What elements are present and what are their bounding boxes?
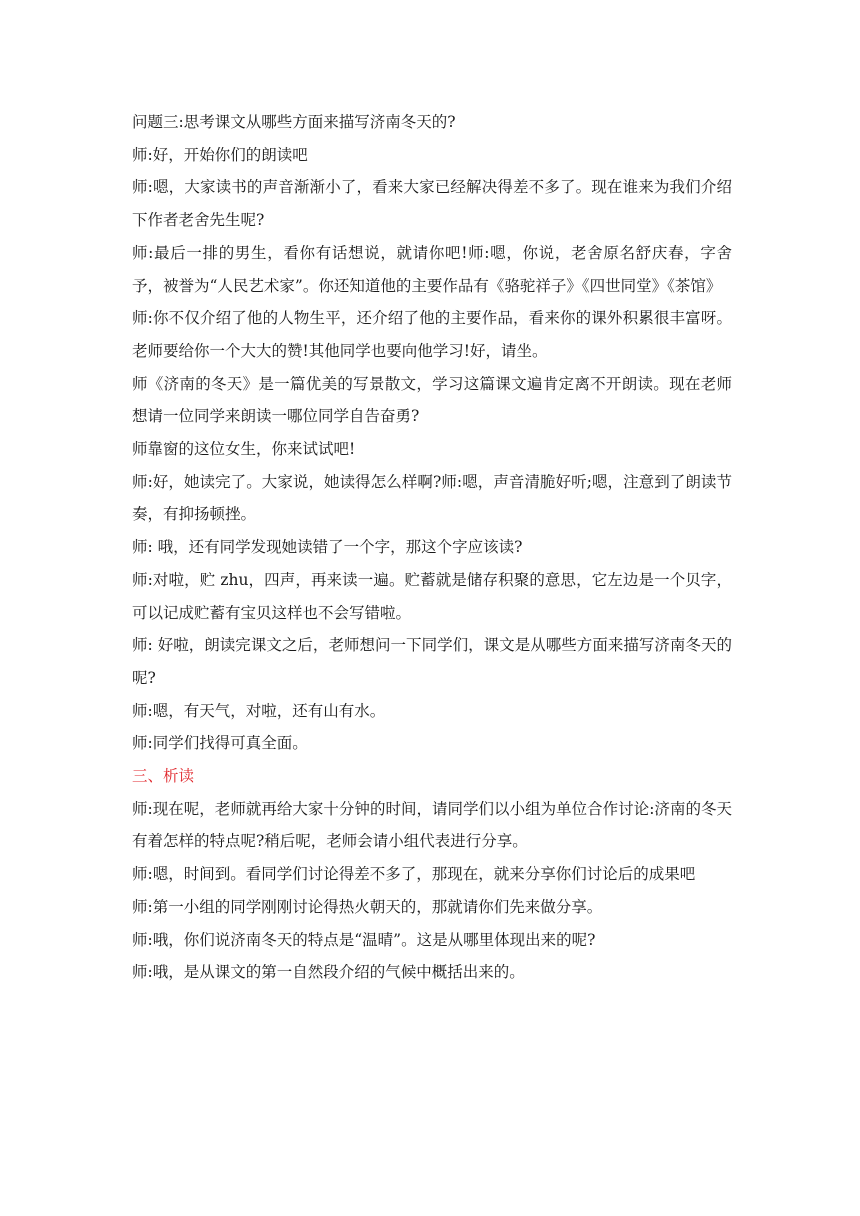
paragraph: 师:同学们找得可真全面。 <box>132 734 308 753</box>
paragraph: 师:哦，是从课文的第一自然段介绍的气候中概括出来的。 <box>132 963 525 982</box>
paragraph: 师:对啦，贮 zhu，四声，再来读一遍。贮蓄就是储存积聚的意思，它左边是一个贝字，可以记成贮蓄有宝贝这样也不会写错啦。 <box>132 570 732 622</box>
paragraph: 师:好，开始你们的朗读吧 <box>132 145 308 164</box>
paragraph: 师:嗯，有天气，对啦，还有山有水。 <box>132 701 386 720</box>
paragraph: 师:第一小组的同学刚刚讨论得热火朝天的，那就请你们先来做分享。 <box>132 897 603 916</box>
paragraph: 师:嗯，大家读书的声音渐渐小了，看来大家已经解决得差不多了。现在谁来为我们介绍下作者老舍先生呢? <box>132 178 732 230</box>
paragraph: 师:你不仅介绍了他的人物生平，还介绍了他的主要作品，看来你的课外积累很丰富呀。老师要给你一个大大的赞!其他同学也要向他学习!好，请坐。 <box>132 309 732 360</box>
paragraph: 师《济南的冬天》是一篇优美的写景散文，学习这篇课文遍肯定离不开朗读。现在老师想请一位同学来朗读一哪位同学自告奋勇? <box>132 374 732 426</box>
section-heading: 三、析读 <box>132 767 195 786</box>
paragraph: 师:现在呢，老师就再给大家十分钟的时间，请同学们以小组为单位合作讨论:济南的冬天有着怎样的特点呢?稍后呢，老师会请小组代表进行分享。 <box>132 799 732 851</box>
paragraph: 师:哦，你们说济南冬天的特点是“温晴”。这是从哪里体现出来的呢? <box>132 930 596 949</box>
paragraph: 师: 哦，还有同学发现她读错了一个字，那这个字应该读? <box>132 538 523 557</box>
paragraph: 师:嗯，时间到。看同学们讨论得差不多了，那现在，就来分享你们讨论后的成果吧 <box>132 865 696 884</box>
paragraph: 师靠窗的这位女生，你来试试吧! <box>132 440 356 459</box>
paragraph: 师:最后一排的男生，看你有话想说，就请你吧!师:嗯，你说，老舍原名舒庆春，字舍予，被誉为“人民艺术家”。你还知道他的主要作品有《骆驼祥子》《四世同堂》《茶馆》 <box>132 243 732 295</box>
document-body <box>132 106 732 989</box>
paragraph: 问题三:思考课文从哪些方面来描写济南冬天的? <box>132 113 456 131</box>
paragraph: 师:好，她读完了。大家说，她读得怎么样啊?师:嗯，声音清脆好听;嗯，注意到了朗读节奏，有抑扬顿挫。 <box>132 472 732 524</box>
paragraph: 师: 好啦，朗读完课文之后，老师想问一下同学们，课文是从哪些方面来描写济南冬天的呢? <box>132 636 732 687</box>
